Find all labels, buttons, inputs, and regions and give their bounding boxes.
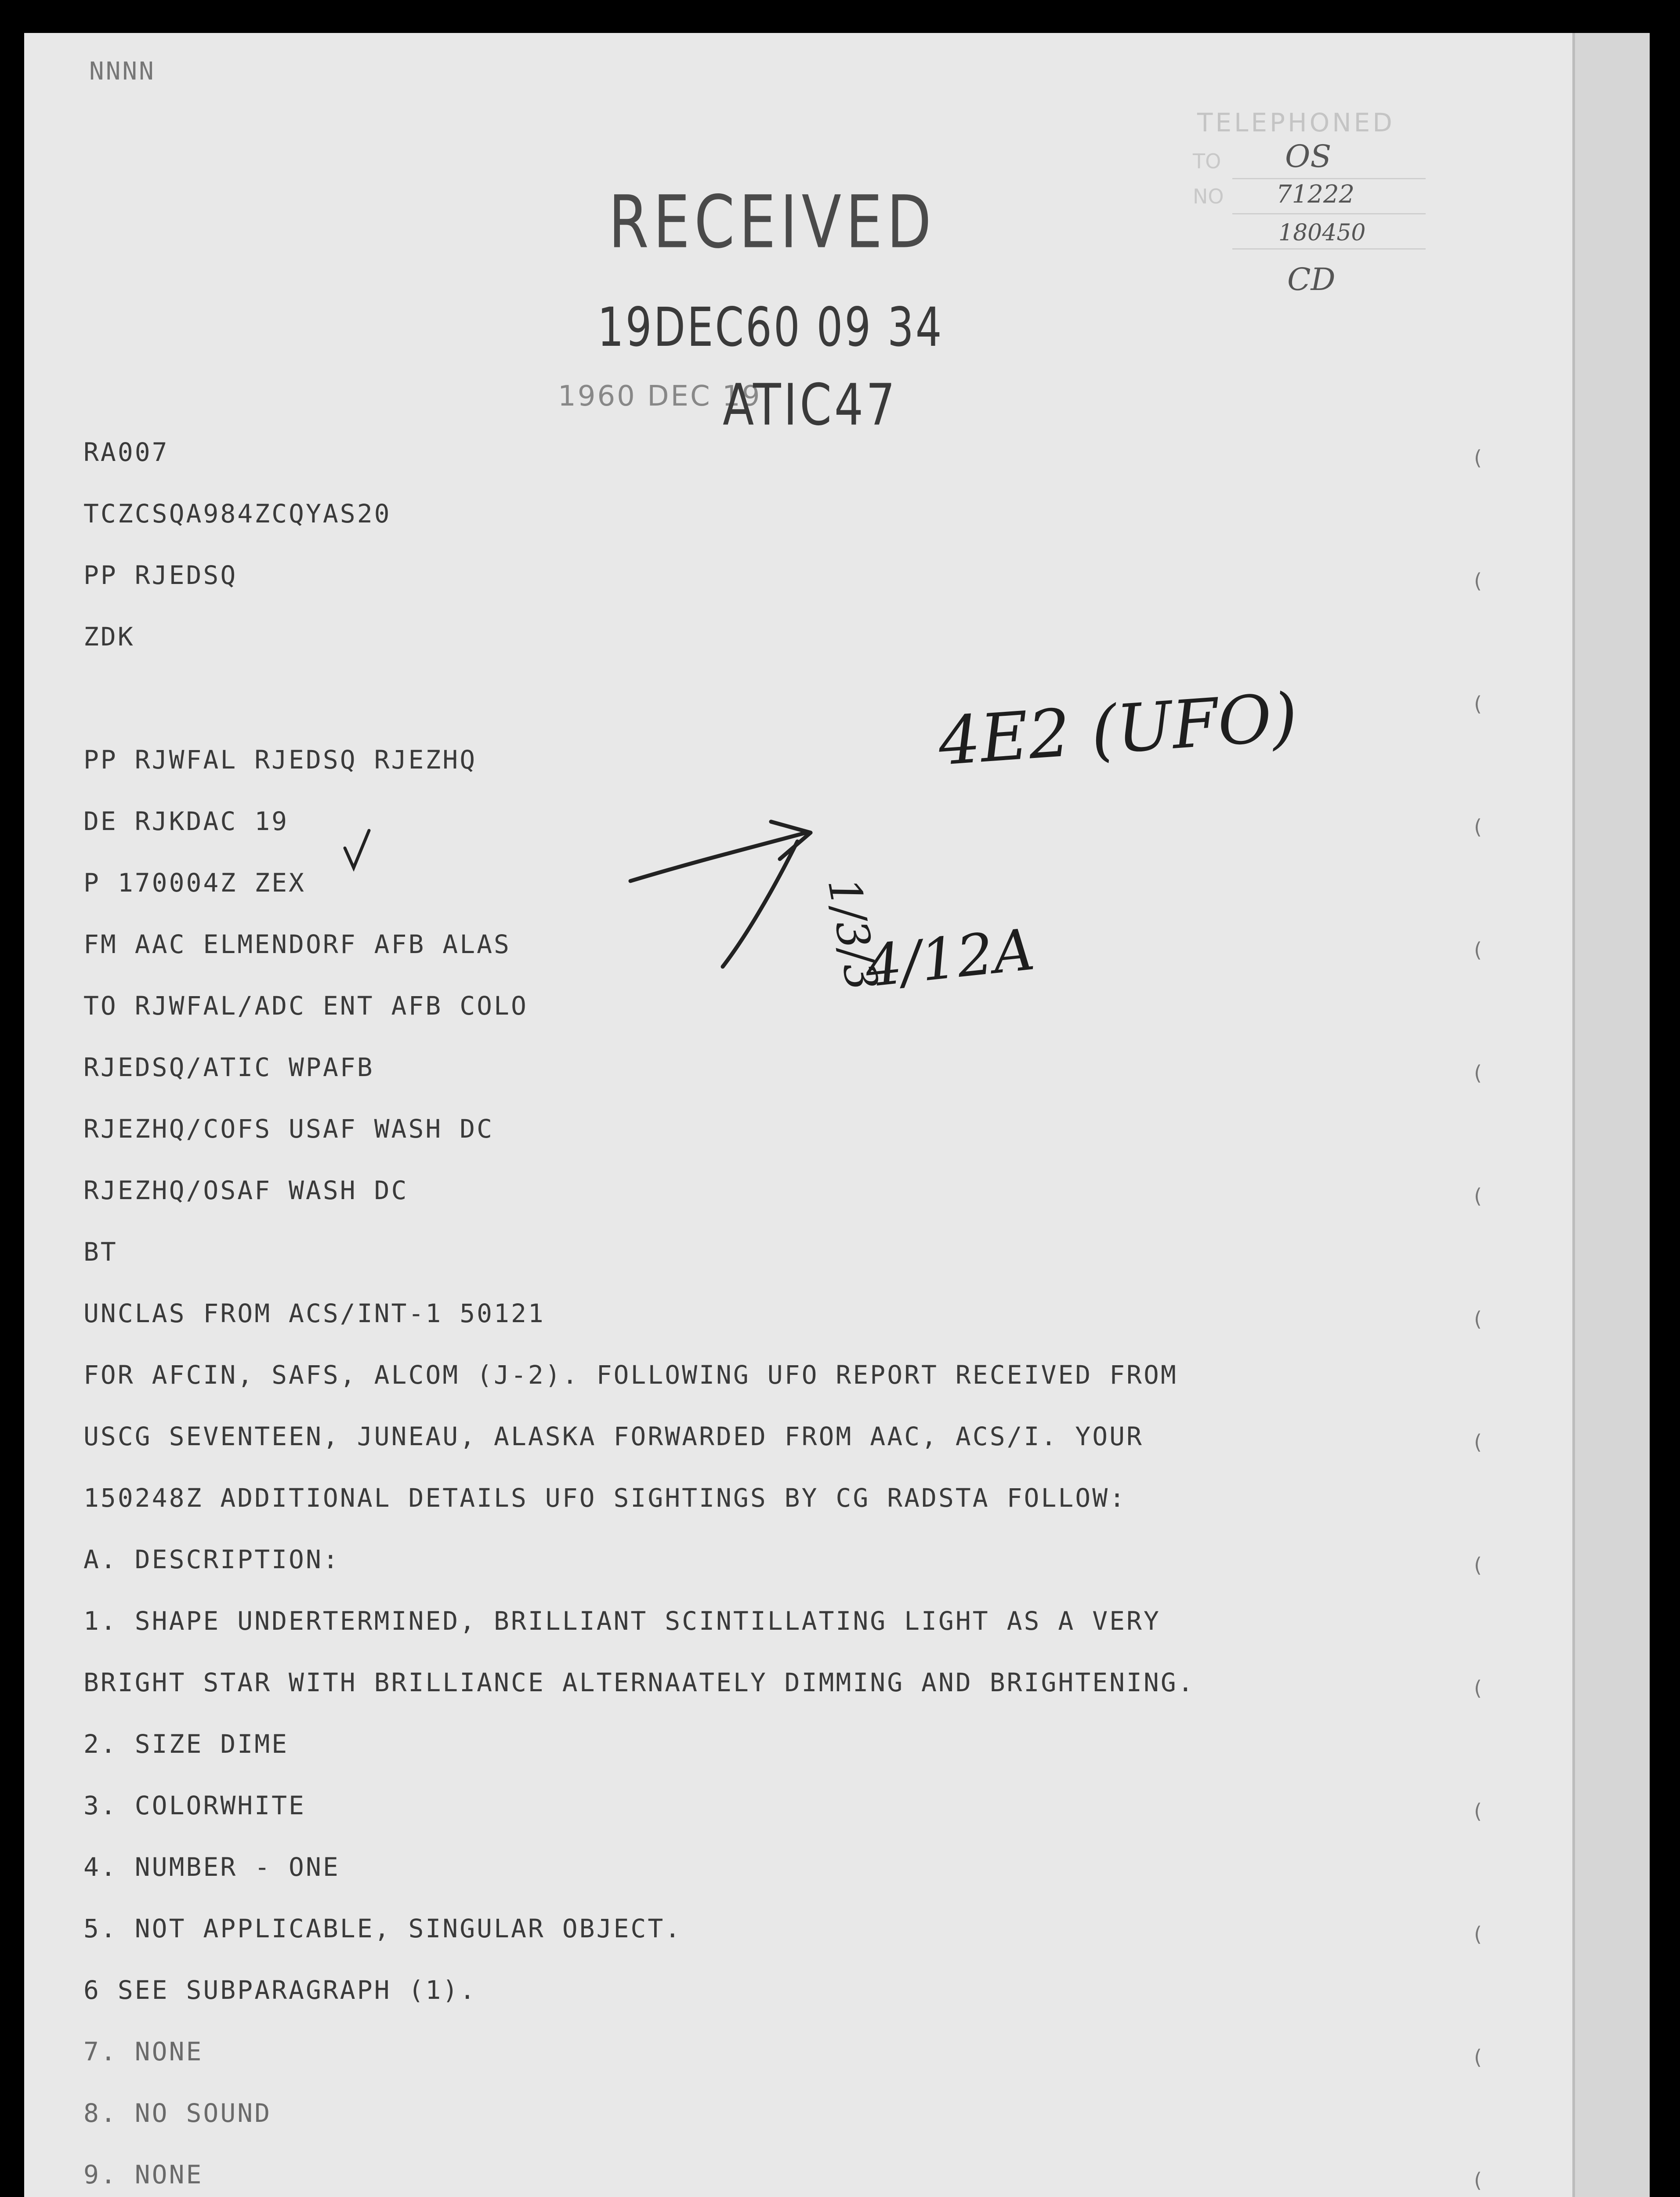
message-line: FM AAC ELMENDORF AFB ALAS <box>83 929 511 959</box>
telephoned-no-label: NO <box>1193 185 1224 208</box>
atic-stamp: ATIC47 <box>723 371 898 439</box>
message-line: 6 SEE SUBPARAGRAPH (1). <box>83 1975 477 2005</box>
header-nnnn: NNNN <box>89 57 156 86</box>
margin-mark: ( <box>1474 692 1482 716</box>
margin-mark: ( <box>1474 1553 1482 1577</box>
telephoned-to-label: TO <box>1193 149 1221 173</box>
message-line: BT <box>83 1237 118 1267</box>
telephoned-no-value: 71222 <box>1276 180 1355 209</box>
margin-mark: ( <box>1474 1676 1482 1700</box>
message-line: 1. SHAPE UNDERTERMINED, BRILLIANT SCINTILLATING LIGHT AS A VERY <box>83 1606 1161 1636</box>
message-line: A. DESCRIPTION: <box>83 1544 340 1574</box>
message-line: PP RJEDSQ <box>83 560 238 590</box>
telephoned-by-value: CD <box>1287 261 1336 297</box>
annotation-arrow-stem <box>723 841 797 967</box>
message-line: DE RJKDAC 19 <box>83 806 289 836</box>
margin-mark: ( <box>1474 815 1482 839</box>
margin-mark: ( <box>1474 938 1482 962</box>
message-line: TCZCSQA984ZCQYAS20 <box>83 499 391 529</box>
margin-mark: ( <box>1474 569 1482 593</box>
message-line: PP RJWFAL RJEDSQ RJEZHQ <box>83 745 477 775</box>
atic-stamp-prefix: 1960 DEC 19 <box>558 380 762 413</box>
handwritten-annotations <box>24 33 1650 2197</box>
message-line: 2. SIZE DIME <box>83 1729 289 1759</box>
handwritten-check-mark <box>345 830 369 868</box>
message-line: 3. COLORWHITE <box>83 1791 306 1820</box>
message-line: UNCLAS FROM ACS/INT-1 50121 <box>83 1298 545 1328</box>
message-line: RA007 <box>83 437 169 467</box>
received-date-stamp: 19DEC60 09 34 <box>597 297 944 359</box>
handwritten-routing-number: 1/3/3 <box>818 874 888 995</box>
message-line: TO RJWFAL/ADC ENT AFB COLO <box>83 991 528 1021</box>
telephoned-time-value: 180450 <box>1278 220 1366 246</box>
margin-mark: ( <box>1474 2168 1482 2192</box>
margin-mark: ( <box>1474 446 1482 470</box>
margin-mark: ( <box>1474 1307 1482 1331</box>
margin-mark: ( <box>1474 1430 1482 1454</box>
message-line: FOR AFCIN, SAFS, ALCOM (J-2). FOLLOWING UFO REPORT RECEIVED FROM <box>83 1360 1178 1390</box>
margin-mark: ( <box>1474 2045 1482 2069</box>
message-line: RJEZHQ/COFS USAF WASH DC <box>83 1114 494 1144</box>
message-line: USCG SEVENTEEN, JUNEAU, ALASKA FORWARDED FROM AAC, ACS/I. YOUR <box>83 1421 1144 1451</box>
message-line: 8. NO SOUND <box>83 2098 272 2128</box>
message-line: RJEZHQ/OSAF WASH DC <box>83 1175 409 1205</box>
margin-mark: ( <box>1474 1061 1482 1085</box>
margin-mark: ( <box>1474 1922 1482 1946</box>
handwritten-file-code: 4/12A <box>862 916 1038 1000</box>
message-line: 9. NONE <box>83 2160 203 2190</box>
telephoned-to-value: OS <box>1285 138 1332 174</box>
message-line: 7. NONE <box>83 2037 203 2066</box>
document-page <box>24 33 1650 2197</box>
telephoned-label: TELEPHONED <box>1197 108 1395 138</box>
margin-mark: ( <box>1474 1184 1482 1208</box>
message-line: P 170004Z ZEX <box>83 868 306 898</box>
handwritten-ufo-note: 4E2 (UFO) <box>936 679 1300 780</box>
message-line: ZDK <box>83 622 135 652</box>
message-line: 150248Z ADDITIONAL DETAILS UFO SIGHTINGS BY CG RADSTA FOLLOW: <box>83 1483 1127 1513</box>
message-line: BRIGHT STAR WITH BRILLIANCE ALTERNAATELY DIMMING AND BRIGHTENING. <box>83 1668 1195 1697</box>
margin-mark: ( <box>1474 1799 1482 1823</box>
message-line: 4. NUMBER - ONE <box>83 1852 340 1882</box>
message-line: 5. NOT APPLICABLE, SINGULAR OBJECT. <box>83 1914 682 1943</box>
message-line: RJEDSQ/ATIC WPAFB <box>83 1052 374 1082</box>
received-stamp: RECEIVED <box>608 180 936 265</box>
